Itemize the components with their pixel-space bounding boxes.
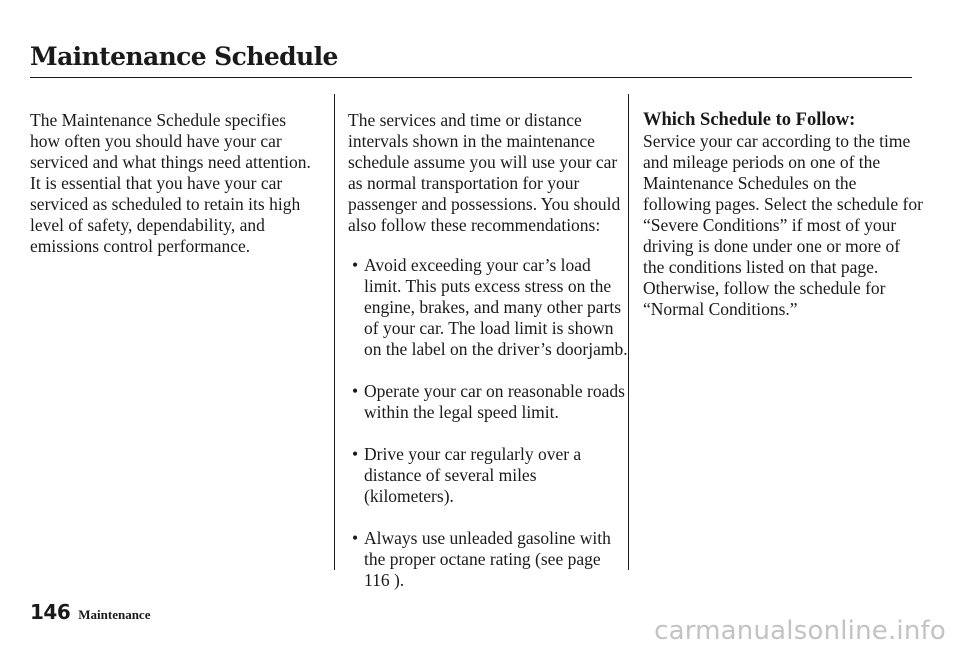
footer-section-label: Maintenance xyxy=(78,607,151,622)
column-divider-left xyxy=(334,94,335,570)
list-item-text: Avoid exceeding your car’s load limit. This puts excess stress on the engine, brakes, and many other parts of your car. The load limit is shown on the label on the driver’s doorjamb. xyxy=(364,255,628,359)
services-paragraph: The services and time or distance intervals shown in the maintenance schedule assume you will use your car as normal transportation for your passenger and possessions. You should also follow these recommendations: xyxy=(348,110,621,235)
title-rule xyxy=(30,77,912,78)
intro-paragraph: The Maintenance Schedule specifies how often you should have your car serviced and what things need attention. It is essential that you have your car serviced as scheduled to retain its high level of safety, dependability, and emissions control performance. xyxy=(30,110,311,256)
bullet-mark: • xyxy=(352,528,359,548)
column-right xyxy=(643,110,925,320)
list-item xyxy=(348,528,630,591)
list-item xyxy=(348,444,630,507)
page-footer xyxy=(30,600,150,624)
list-item-text: Always use unleaded gasoline with the proper octane rating (see page 116 ). xyxy=(364,528,611,590)
bullet-mark: • xyxy=(352,255,359,275)
list-item xyxy=(348,381,630,423)
bullet-mark: • xyxy=(352,381,359,401)
list-item xyxy=(348,255,630,360)
schedule-paragraph: Service your car according to the time and mileage periods on one of the Maintenance Schedules on the following pages. Select the schedule for “Severe Conditions” if most of your driving is done under one or more of the conditions listed on that page. Otherwise, follow the schedule for “Normal Conditions.” xyxy=(643,131,923,319)
watermark: carmanualsonline.info xyxy=(654,616,946,646)
column-middle xyxy=(348,110,630,612)
column-left xyxy=(30,110,312,257)
bullet-mark: • xyxy=(352,444,359,464)
list-item-text: Operate your car on reasonable roads within the legal speed limit. xyxy=(364,381,625,422)
section-heading: Which Schedule to Follow: xyxy=(643,110,856,130)
page-title: Maintenance Schedule xyxy=(30,42,338,71)
page-number: 146 xyxy=(30,600,71,624)
list-item-text: Drive your car regularly over a distance of several miles (kilometers). xyxy=(364,444,582,506)
recommendations-list xyxy=(348,255,630,591)
